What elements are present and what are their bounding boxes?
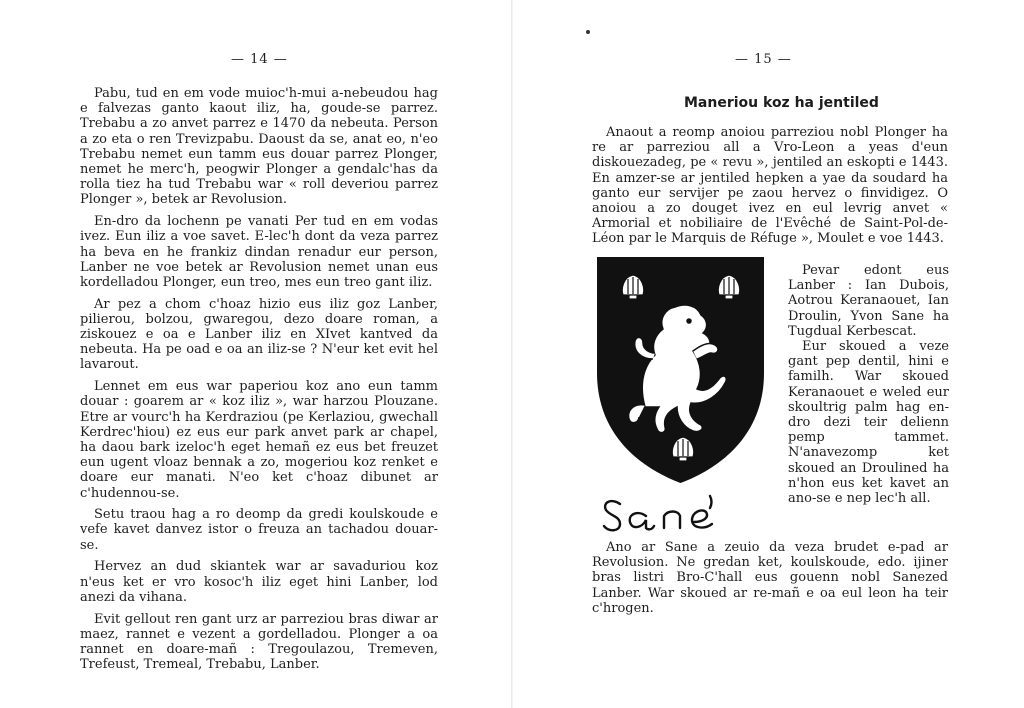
page-number: — 14 —: [231, 52, 288, 67]
right-page-bottom-text: [592, 540, 948, 623]
paragraph: En-dro da lochenn pe vanati Per tud en em vodas ivez. Eun iliz a voe savet. E-lec'h dont da veza parrez ha beva en he frankiz dindan renadur eur person, Lanber ne voe betek ar Revolusion nemet unan eus kordelladou Plonger, eun treo, mes eun treo gant iliz.: [80, 214, 438, 290]
paragraph: Ar pez a chom c'hoaz hizio eus iliz goz Lanber, pilierou, bolzou, gwaregou, dezo doare roman, a ziskouez e oa e Lanber iliz en XIvet kantved da nebeuta. Ha pe oad e oa an iliz-se ? N'eur ket evit hel lavarout.: [80, 296, 438, 373]
paragraph: Setu traou hag a ro deomp da gredi koulskoude e vefe kavet danvez istor o freuza an tachadou douar-se.: [80, 507, 438, 553]
right-page-side-text: [788, 263, 949, 506]
paragraph: Lennet em eus war paperiou koz ano eun tamm douar : goarem ar « koz iliz », war harzou Plouzane. Etre ar vourc'h ha Kerdraziou (pe Kerlaziou, gwechall Kerdrec'hiou) ez eus eur park anvet park ar chapel, ha daou bark izeloc'h eget hemañ ez eus bet freuzet eun ugent vloaz bennak a zo, mogeriou koz renket e doare eur manati. N'eo ket c'hoaz dibunet ar c'hudennou-se.: [80, 379, 438, 501]
left-page-body: [80, 86, 438, 679]
paragraph: Evit gellout ren gant urz ar parreziou bras diwar ar maez, rannet e vezent a gordelladou. Plonger a oa rannet en doare-mañ : Tregoulazou, Tremeven, Trefeust, Tremeal, Trebabu, Lanber.: [80, 611, 438, 673]
page-number: — 15 —: [735, 52, 792, 67]
paragraph: Pevar edont eus Lanber : Ian Dubois, Aotrou Keranaouet, Ian Droulin, Yvon Sane ha Tugdual Kerbescat.: [788, 263, 949, 339]
paragraph: Eur skoued a veze gant pep dentil, hini e familh. War skoued Keranaouet e weled eur skoultrig palm hag en-dro dezi teir delienn pemp tammet. N'anavezomp ket skoued an Droulined ha n'hon eus ket kavet an ano-se e nep lec'h all.: [788, 339, 949, 507]
paragraph: Pabu, tud en em vode muioc'h-mui a-nebeudou hag e falvezas ganto kaout iliz, ha, goude-se parrez. Trebabu a zo anvet parrez e 1470 da nebeuta. Person a zo eta o ren Trevizpabu. Daoust da se, anat eo, n'eo Trebabu nemet eun tamm eus douar parrez Plonger, nemet he merc'h, peogwir Plonger a gendalc'has da rolla tiez ha tud Trebabu war « roll deveriou parrez Plonger », betek ar Revolusion.: [80, 86, 438, 208]
signature-sane-icon: [598, 482, 758, 542]
section-title: Maneriou koz ha jentiled: [684, 95, 879, 111]
paragraph: Ano ar Sane a zeuio da veza brudet e-pad ar Revolusion. Ne gredan ket, koulskoude, edo. ijiner bras listri Bro-C'hall eus gouenn nobl Sanezed Lanber. War skoued ar re-mañ e oa eul leon ha teir c'hrogen.: [592, 540, 948, 616]
paragraph: Anaout a reomp anoiou parreziou nobl Plonger ha re ar parreziou all a Vro-Leon a yeas d'eun diskouezadeg, pe « revu », jentiled an eskopti e 1443. En amzer-se ar jentiled hepken a yae da soudard ha ganto eur servijer pe zaou hervez o finvidigez. O anoiou a zo douget ivez en eul levrig anvet « Armorial et nobiliaire de l'Evêché de Saint-Pol-de-Léon par le Marquis de Réfuge », Moulet e voe 1443.: [592, 125, 948, 247]
paragraph: Hervez an dud skiantek war ar savaduriou koz n'eus ket er vro kosoc'h iliz eget hini Lanber, lod anezi da vihana.: [80, 559, 438, 605]
coat-of-arms-icon: [593, 255, 768, 485]
right-page-intro: [592, 125, 948, 247]
